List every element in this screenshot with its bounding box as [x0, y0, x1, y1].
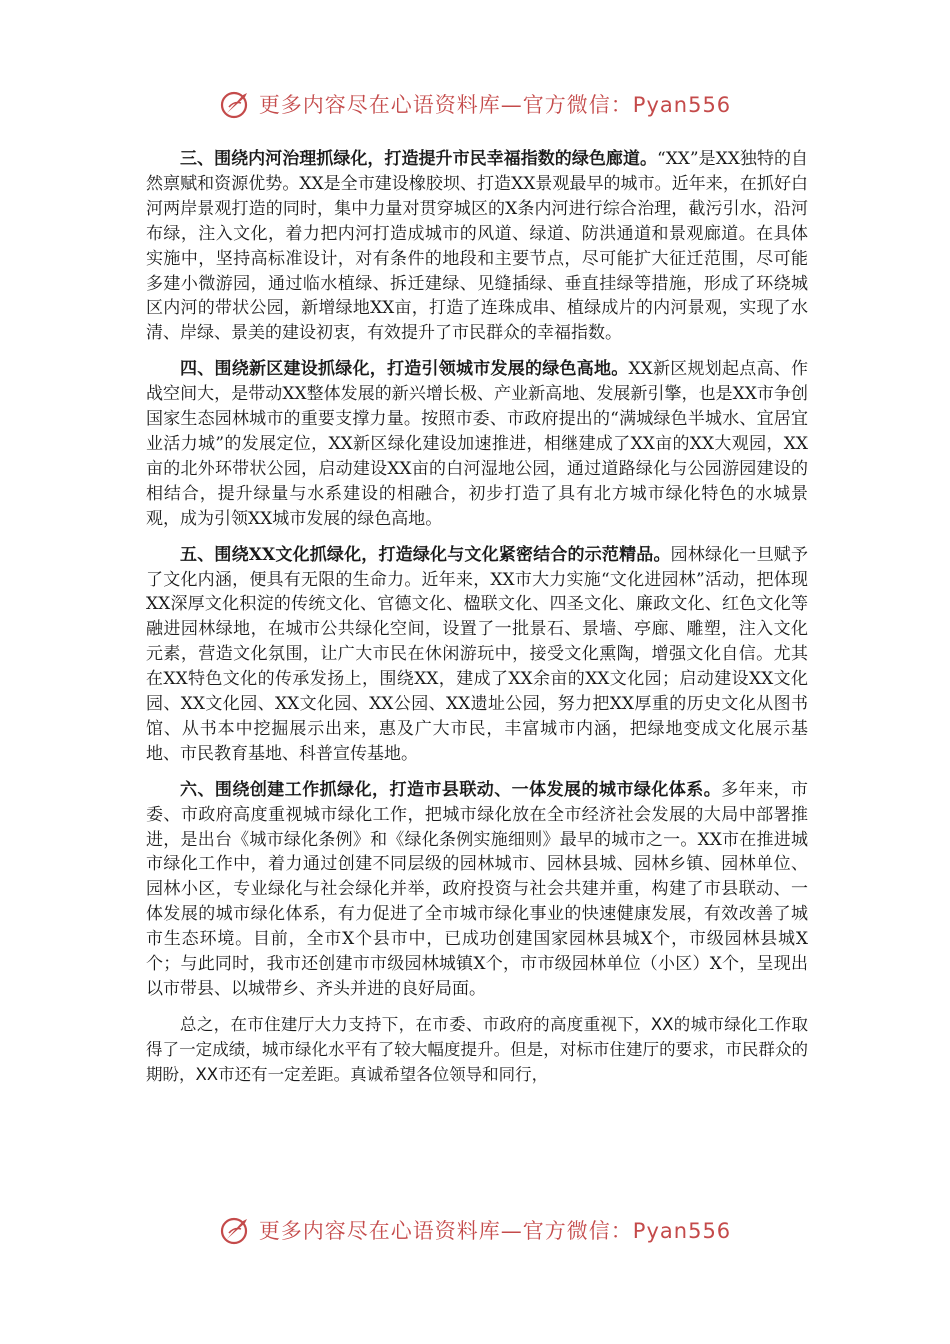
paragraph-heading: 三、围绕内河治理抓绿化，打造提升市民幸福指数的绿色廊道。: [180, 149, 657, 169]
watermark-text: 更多内容尽在心语资料库—官方微信：Pyan556: [258, 1219, 732, 1243]
paragraph-text: 园林绿化一旦赋予了文化内涵，便具有无限的生命力。近年来，XX市大力实施“文化进园林”活动，把体现XX深厚文化积淀的传统文化、官德文化、楹联文化、四圣文化、廉政文化、红色文化等融进园林绿地，在城市公共绿化空间，设置了一批景石、景墙、亭廊、雕塑，注入文化元素，营造文化氛围，让广大市民在休闲游玩中，接受文化熏陶，增强文化自信。尤其在XX特色文化的传承发扬上，围绕XX，建成了XX余亩的XX文化园；启动建设XX文化园、XX文化园、XX文化园、XX公园、XX遗址公园，努力把XX厚重的历史文化从图书馆、从书本中挖掘展示出来，惠及广大市民，丰富城市内涵，把绿地变成文化展示基地、市民教育基地、科普宣传基地。: [146, 544, 808, 764]
watermark-text: 更多内容尽在心语资料库—官方微信：Pyan556: [258, 93, 732, 117]
paragraph-text: 总之，在市住建厅大力支持下，在市委、市政府的高度重视下，XX的城市绿化工作取得了一定成绩，城市绿化水平有了较大幅度提升。但是，对标市住建厅的要求，市民群众的期盼，XX市还有一定差距。真诚希望各位领导和同行，: [146, 1014, 808, 1084]
paragraph-heading: 六、围绕创建工作抓绿化，打造市县联动、一体发展的城市绿化体系。: [180, 779, 722, 800]
paragraph-6: [146, 778, 808, 1002]
watermark-banner-bottom: [0, 1210, 950, 1250]
watermark-banner-top: [0, 84, 950, 124]
paragraph-4: [146, 357, 808, 531]
paragraph-text: “XX”是XX独特的自然禀赋和资源优势。XX是全市建设橡胶坝、打造XX景观最早的城市。近年来，在抓好白河两岸景观打造的同时，集中力量对贯穿城区的X条内河进行综合治理，截污引水，沿河布绿，注入文化，着力把内河打造成城市的风道、绿道、防洪通道和景观廊道。在具体实施中，坚持高标准设计，对有条件的地段和主要节点，尽可能扩大征迁范围，尽可能多建小微游园，通过临水植绿、拆迁建绿、见缝插绿、垂直挂绿等措施，形成了环绕城区内河的带状公园，新增绿地XX亩，打造了连珠成串、植绿成片的内河景观，实现了水清、岸绿、景美的建设初衷，有效提升了市民群众的幸福指数。: [146, 149, 809, 344]
paragraph-heading: 五、围绕XX文化抓绿化，打造绿化与文化紧密结合的示范精品。: [180, 544, 671, 565]
pen-nib-circle-icon: [219, 87, 253, 121]
paragraph-5: [146, 543, 808, 767]
pen-nib-circle-icon: [219, 1213, 253, 1247]
paragraph-text: XX新区规划起点高、作战空间大，是带动XX整体发展的新兴增长极、产业新高地、发展新引擎，也是XX市争创国家生态园林城市的重要支撑力量。按照市委、市政府提出的“满城绿色半城水、宜居宜业活力城”的发展定位，XX新区绿化建设加速推进，相继建成了XX亩的XX大观园，XX亩的北外环带状公园，启动建设XX亩的白河湿地公园，通过道路绿化与公园游园建设的相结合，提升绿量与水系建设的相融合，初步打造了具有北方城市绿化特色的水城景观，成为引领XX城市发展的绿色高地。: [146, 359, 808, 529]
paragraph-heading: 四、围绕新区建设抓绿化，打造引领城市发展的绿色高地。: [180, 359, 629, 380]
paragraph-text: 多年来，市委、市政府高度重视城市绿化工作，把城市绿化放在全市经济社会发展的大局中部署推进，是出台《城市绿化条例》和《绿化条例实施细则》最早的城市之一。XX市在推进城市绿化工作中，着力通过创建不同层级的园林城市、园林县城、园林乡镇、园林单位、园林小区，专业绿化与社会绿化并举，政府投资与社会共建并重，构建了市县联动、一体发展的城市绿化体系，有力促进了全市城市绿化事业的快速健康发展，有效改善了城市生态环境。目前，全市X个县市中，已成功创建国家园林县城X个，市级园林县城X个；与此同时，我市还创建市市级园林城镇X个，市市级园林单位（小区）X个，呈现出以市带县、以城带乡、齐头并进的良好局面。: [146, 779, 809, 999]
paragraph-summary: [146, 1013, 808, 1088]
document-body: [146, 147, 808, 1099]
paragraph-3: [146, 147, 808, 346]
